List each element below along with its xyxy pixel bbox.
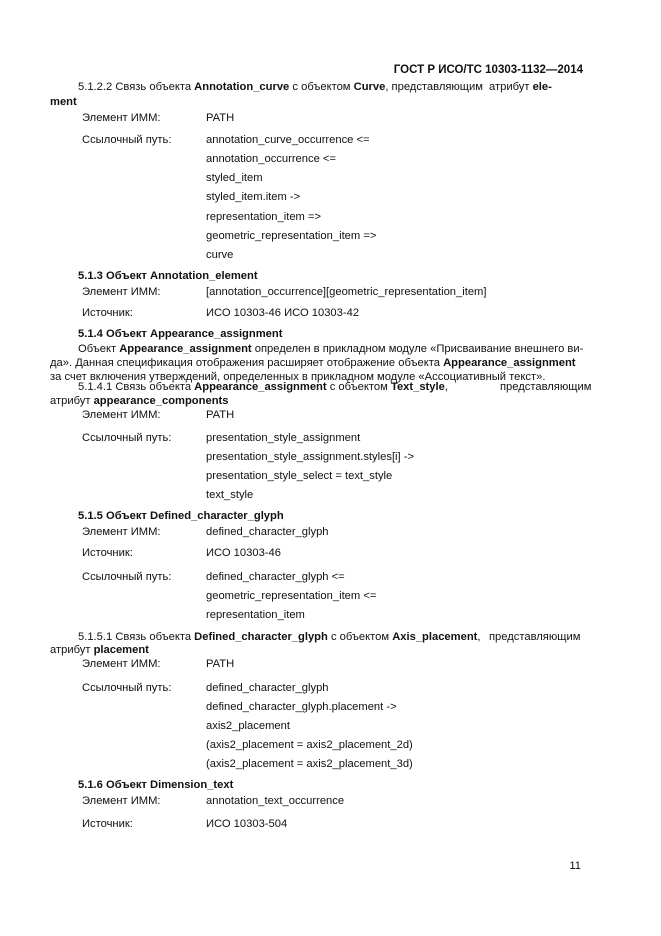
path-line: presentation_style_assignment — [206, 432, 361, 444]
path-line: annotation_occurrence <= — [206, 153, 336, 165]
source-value: ИСО 10303-46 — [206, 547, 281, 559]
paragraph-line: за счет включения утверждений, определенных в прикладном модуле «Ассоциативный текст». — [50, 371, 546, 383]
path-line: geometric_representation_item <= — [206, 590, 377, 602]
path-label: Ссылочный путь: — [82, 571, 172, 583]
section-heading: 5.1.3 Объект Annotation_element — [78, 270, 258, 282]
connector-text: с объектом — [327, 631, 393, 643]
imm-value: [annotation_occurrence][geometric_representation_item] — [206, 286, 487, 298]
text: Объект — [78, 343, 120, 355]
imm-label: Элемент ИММ: — [82, 526, 161, 538]
imm-value: PATH — [206, 409, 235, 421]
path-line: representation_item => — [206, 211, 322, 223]
source-label: Источник: — [82, 547, 133, 559]
imm-label: Элемент ИММ: — [82, 286, 161, 298]
connector-text: представляющим — [500, 381, 592, 393]
punctuation: , — [444, 381, 448, 393]
source-label: Источник: — [82, 818, 133, 830]
path-line: styled_item — [206, 172, 263, 184]
path-label: Ссылочный путь: — [82, 432, 172, 444]
path-line: defined_character_glyph <= — [206, 571, 345, 583]
attribute-name-continued: ment — [50, 96, 77, 108]
section-number: 5.1.2.2 Связь объекта — [78, 81, 195, 93]
path-line: text_style — [206, 489, 254, 501]
connector-text: , представляющим — [385, 81, 483, 93]
section-5-1-4-1-line1 — [78, 380, 448, 394]
imm-label: Элемент ИММ: — [82, 409, 161, 421]
path-line: defined_character_glyph.placement -> — [206, 701, 397, 713]
imm-label: Элемент ИММ: — [82, 795, 161, 807]
path-line: axis2_placement — [206, 720, 290, 732]
path-line: presentation_style_select = text_style — [206, 470, 393, 482]
path-line: (axis2_placement = axis2_placement_3d) — [206, 758, 413, 770]
section-heading: 5.1.6 Объект Dimension_text — [78, 779, 234, 791]
attribute-label — [489, 80, 552, 94]
punctuation: , — [477, 631, 481, 643]
path-line: geometric_representation_item => — [206, 230, 377, 242]
path-line: (axis2_placement = axis2_placement_2d) — [206, 739, 413, 751]
connector-text: с объектом — [326, 381, 391, 393]
entity-name: Curve — [353, 81, 386, 93]
section-heading: 5.1.4 Объект Appearance_assignment — [78, 328, 283, 340]
section-number: 5.1.4.1 Связь объекта — [78, 381, 195, 393]
imm-label: Элемент ИММ: — [82, 658, 161, 670]
paragraph-line — [78, 342, 583, 356]
section-heading: 5.1.5 Объект Defined_character_glyph — [78, 510, 284, 522]
path-line: representation_item — [206, 609, 305, 621]
path-line: curve — [206, 249, 234, 261]
source-value: ИСО 10303-46 ИСО 10303-42 — [206, 307, 360, 319]
page-number: 11 — [569, 860, 581, 872]
document-header: ГОСТ Р ИСО/ТС 10303-1132—2014 — [393, 64, 583, 76]
imm-value: defined_character_glyph — [206, 526, 329, 538]
entity-name: Axis_placement — [392, 631, 478, 643]
path-label: Ссылочный путь: — [82, 134, 172, 146]
connector-text: представляющим — [489, 631, 581, 643]
attribute-word: атрибут — [489, 81, 533, 93]
section-number: 5.1.5.1 Связь объекта — [78, 631, 195, 643]
attribute-name: ele- — [532, 81, 552, 93]
path-label: Ссылочный путь: — [82, 682, 172, 694]
path-line: presentation_style_assignment.styles[i] -> — [206, 451, 415, 463]
attribute-name: placement — [93, 644, 149, 656]
attribute-line — [50, 394, 228, 408]
imm-value: PATH — [206, 658, 235, 670]
section-5-1-5-1-line1 — [78, 630, 481, 644]
entity-name: Appearance_assignment — [119, 343, 252, 355]
attribute-name: appearance_components — [93, 395, 229, 407]
attribute-word: атрибут — [50, 644, 94, 656]
section-5-1-2-2-line1 — [78, 80, 483, 94]
source-value: ИСО 10303-504 — [206, 818, 288, 830]
source-label: Источник: — [82, 307, 133, 319]
imm-value: annotation_text_occurrence — [206, 795, 345, 807]
path-line: defined_character_glyph — [206, 682, 329, 694]
text: да». Данная спецификация отображения расширяет отображение объекта — [50, 357, 444, 369]
text: определен в прикладном модуле «Присваивание внешнего ви- — [251, 343, 584, 355]
entity-name: Appearance_assignment — [194, 381, 327, 393]
imm-value: PATH — [206, 112, 235, 124]
connector-text: с объектом — [289, 81, 354, 93]
path-line: styled_item.item -> — [206, 191, 301, 203]
entity-name: Appearance_assignment — [443, 357, 576, 369]
path-line: annotation_curve_occurrence <= — [206, 134, 370, 146]
entity-name: Defined_character_glyph — [194, 631, 328, 643]
attribute-word: атрибут — [50, 395, 94, 407]
paragraph-line — [50, 356, 576, 370]
entity-name: Annotation_curve — [194, 81, 290, 93]
entity-name: Text_style — [390, 381, 445, 393]
attribute-line — [50, 643, 149, 657]
imm-label: Элемент ИММ: — [82, 112, 161, 124]
